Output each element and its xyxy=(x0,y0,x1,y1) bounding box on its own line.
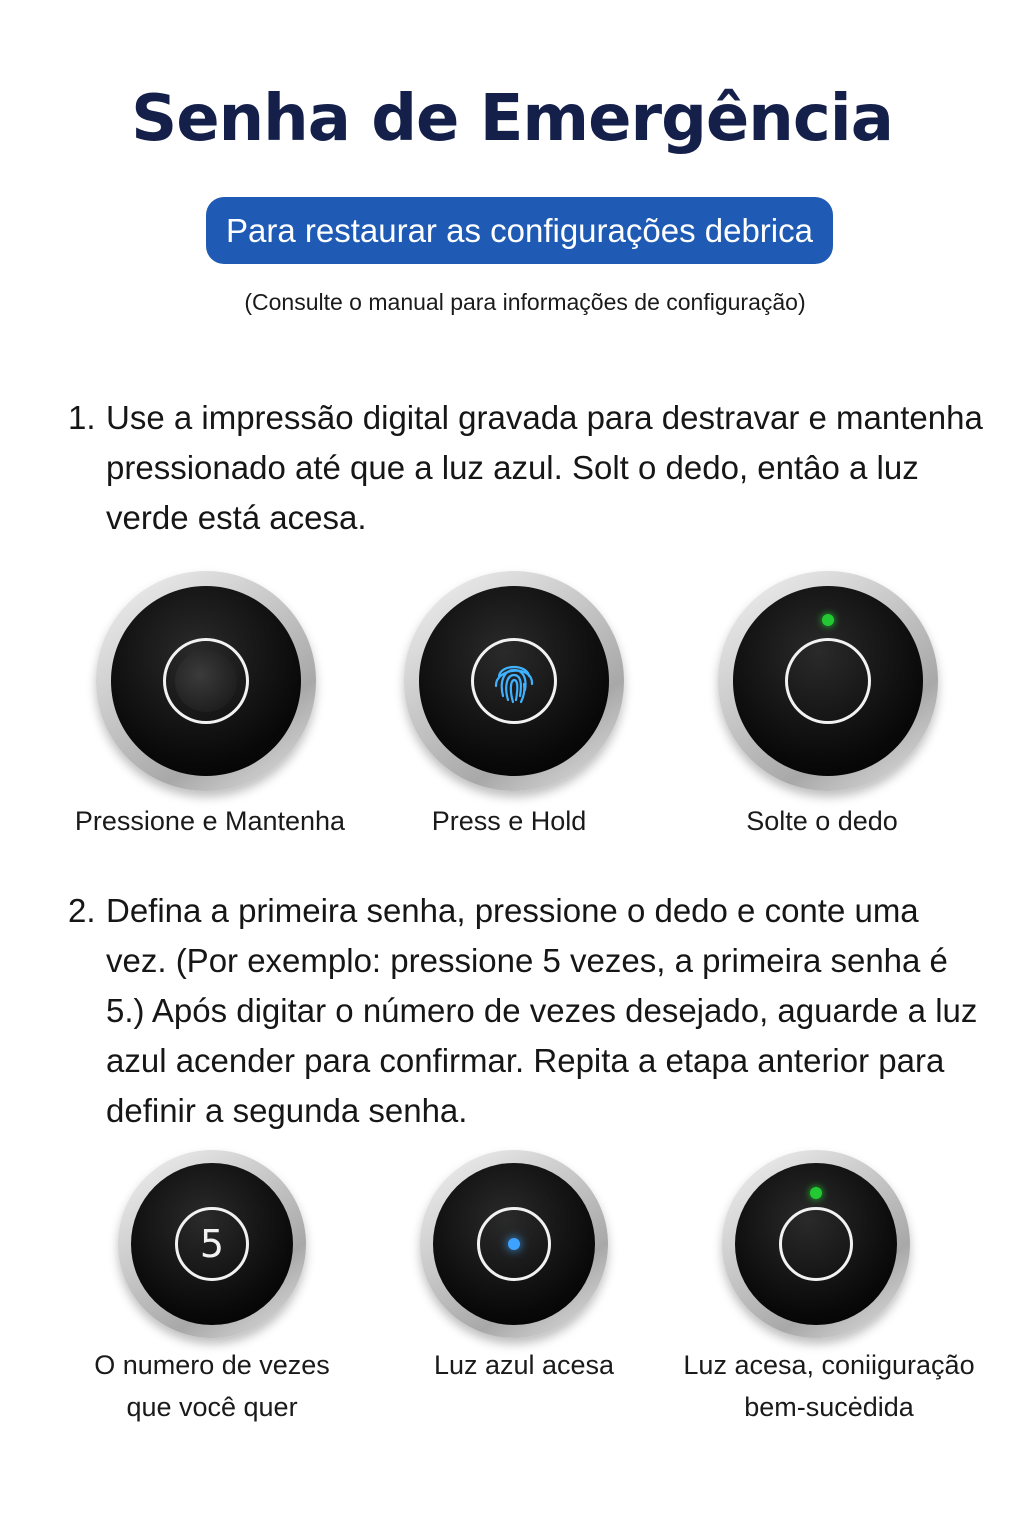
sensor-ring xyxy=(779,1207,853,1281)
lock-count-digit xyxy=(118,1150,306,1338)
fingerprint-sensor-icon xyxy=(175,650,237,712)
lock-press-hold xyxy=(96,571,316,791)
subtitle-banner: Para restaurar as configurações debrica xyxy=(206,197,833,264)
caption-press-hold-en: Press e Hold xyxy=(431,806,587,836)
step-1-number: 1. xyxy=(68,399,96,436)
caption-count: O numero de vezes que você quer xyxy=(94,1350,330,1422)
fingerprint-icon xyxy=(491,656,537,706)
caption-success: Luz acesa, coniiguração bem-sucėdida xyxy=(683,1350,975,1422)
step-2-number: 2. xyxy=(68,892,96,929)
step-1-text: Use a impressão digital gravada para destravar e mantenha pressionado até que a luz azul. Solt o dedo, entâo a luz verde está acesa. xyxy=(106,399,983,536)
green-led-icon xyxy=(822,614,834,626)
lock-success xyxy=(722,1150,910,1338)
caption-release-finger: Solte o dedo xyxy=(746,806,898,836)
blue-led-icon xyxy=(508,1238,520,1250)
lock-fingerprint-active xyxy=(404,571,624,791)
sensor-ring xyxy=(785,638,871,724)
page-title: Senha de Emergência xyxy=(131,82,893,156)
digit-five: 5 xyxy=(199,1221,225,1266)
green-led-icon xyxy=(810,1187,822,1199)
step-1 xyxy=(68,393,988,543)
step-2-text: Defina a primeira senha, pressione o dedo e conte uma vez. (Por exemplo: pressione 5 vezes, a primeira senha é 5.) Após digitar o número de vezes desejado, aguarde a luz azul acender para confirmar. Repita a etapa anterior para definir a segunda senha. xyxy=(106,892,978,1129)
step-2 xyxy=(68,886,988,1136)
manual-note: (Consulte o manual para informações de configuração) xyxy=(244,289,806,315)
caption-blue-light: Luz azul acesa xyxy=(433,1350,615,1380)
lock-blue-light xyxy=(420,1150,608,1338)
caption-press-hold: Pressione e Mantenha xyxy=(74,806,346,836)
lock-release xyxy=(718,571,938,791)
